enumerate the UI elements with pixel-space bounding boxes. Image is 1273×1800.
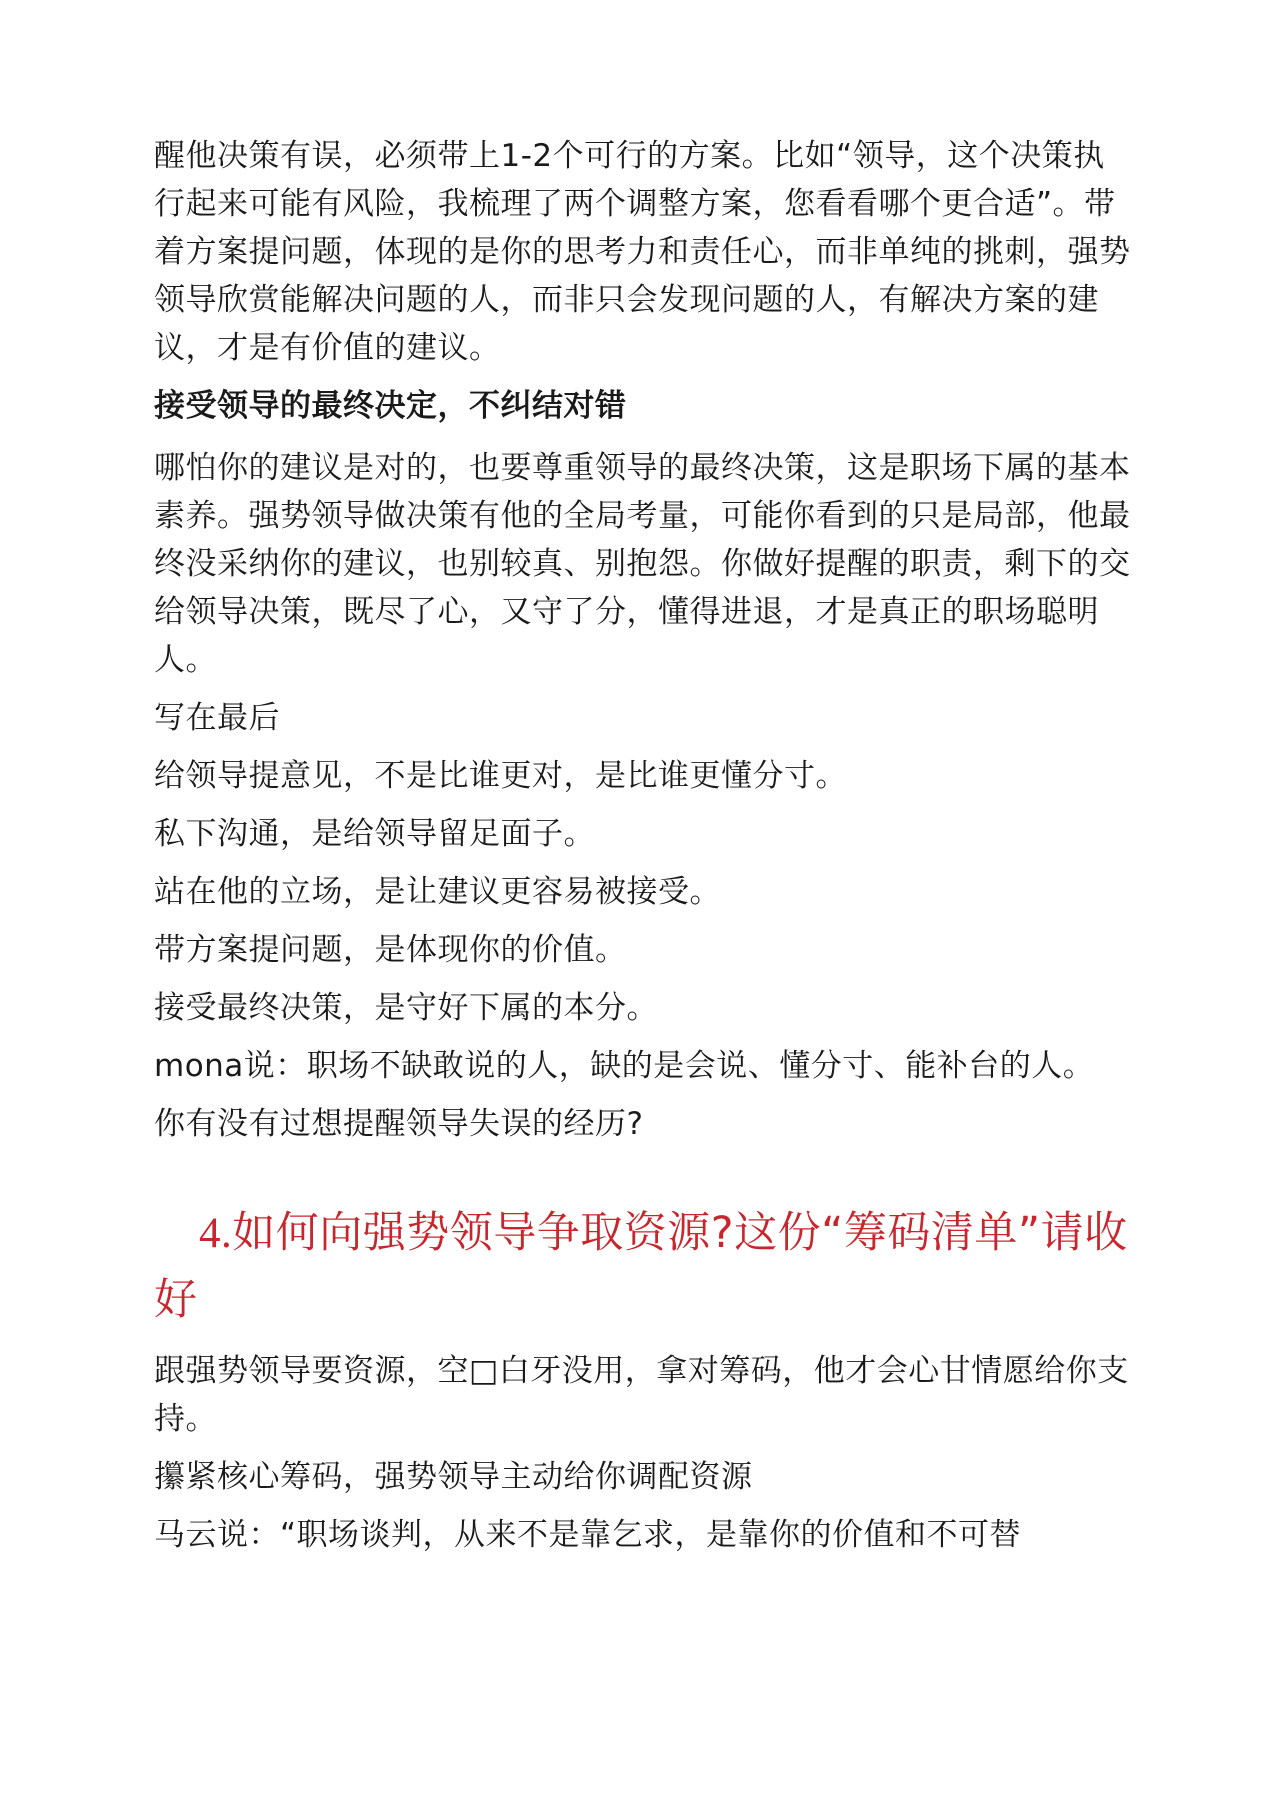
paragraph-respect-decision: 哪怕你的建议是对的，也要尊重领导的最终决策，这是职场下属的基本素养。强势领导做决策有他的全局考量，可能你看到的只是局部，他最终没采纳你的建议，也别较真、别抱怨。你做好提醒的职责，剩下的交给领导决策，既尽了心，又守了分，懂得进退，才是真正的职场聪明人。 xyxy=(154,450,1131,678)
paragraph-resources-intro: 跟强势领导要资源，空□白牙没用，拿对筹码，他才会心甘情愿给你支持。 xyxy=(154,1353,1129,1437)
section-4-number: 4. xyxy=(199,1210,233,1257)
paragraph-core-chips: 攥紧核心筹码，强势领导主动给你调配资源 xyxy=(154,1459,753,1495)
paragraph-summary-2: 私下沟通，是给领导留足面子。 xyxy=(154,816,595,852)
paragraph-solutions: 醒他决策有误，必须带上1-2个可行的方案。比如“领导，这个决策执行起来可能有风险，我梳理了两个调整方案，您看看哪个更合适”。带着方案提问题，体现的是你的思考力和责任心，而非单纯的挑刺，强势领导欣赏能解决问题的人，而非只会发现问题的人，有解决方案的建议，才是有价值的建议。 xyxy=(154,138,1131,366)
section-4-title xyxy=(154,1200,1134,1333)
paragraph-summary-4: 带方案提问题，是体现你的价值。 xyxy=(154,932,627,968)
paragraph-jack-ma-quote: 马云说：“职场谈判，从来不是靠乞求，是靠你的价值和不可替 xyxy=(154,1517,1022,1553)
paragraph-summary-1: 给领导提意见，不是比谁更对，是比谁更懂分寸。 xyxy=(154,758,847,794)
document-page xyxy=(154,132,1134,1559)
paragraph-summary-5: 接受最终决策，是守好下属的本分。 xyxy=(154,990,658,1026)
section-4-title-text: 如何向强势领导争取资源?这份“筹码清单”请收好 xyxy=(154,1208,1128,1325)
subheading-accept-decision: 接受领导的最终决定，不纠结对错 xyxy=(154,388,627,424)
paragraph-summary-3: 站在他的立场，是让建议更容易被接受。 xyxy=(154,874,721,910)
paragraph-question: 你有没有过想提醒领导失误的经历? xyxy=(154,1106,644,1142)
paragraph-closing-heading: 写在最后 xyxy=(154,700,280,736)
paragraph-mona-quote: mona说：职场不缺敢说的人，缺的是会说、懂分寸、能补台的人。 xyxy=(154,1048,1095,1084)
